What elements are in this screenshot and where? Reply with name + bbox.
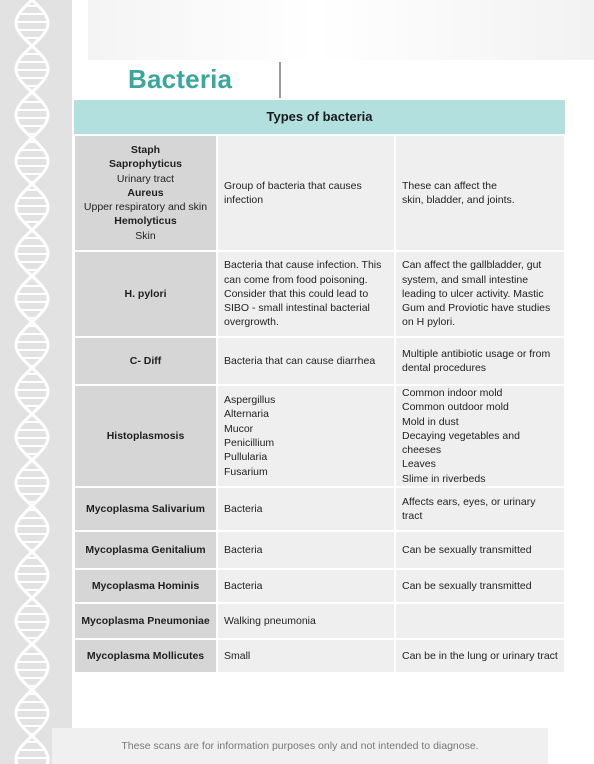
description-line: Fusarium (224, 465, 268, 478)
table-row (74, 135, 565, 251)
effects-line: Mold in dust (402, 415, 459, 428)
row-effects (395, 135, 565, 251)
effects-line: Leaves (402, 458, 436, 471)
description-line: Penicillium (224, 437, 275, 450)
row-effects (395, 385, 565, 487)
row-description: Walking pneumonia (217, 603, 395, 639)
description-line: Pullularia (224, 451, 268, 464)
row-name-mycoplasma: Mycoplasma Salivarium (74, 487, 217, 531)
row-description: Bacteria (217, 487, 395, 531)
row-effects: Affects ears, eyes, or urinary tract (395, 487, 565, 531)
row-description: Small (217, 639, 395, 673)
effects-line: Common outdoor mold (402, 401, 509, 414)
staph-line: Hemolyticus (114, 215, 177, 228)
staph-line: Skin (135, 229, 156, 242)
row-name-mycoplasma: Mycoplasma Mollicutes (74, 639, 217, 673)
table-row (74, 531, 565, 569)
table-row (74, 639, 565, 673)
row-description: Bacteria (217, 569, 395, 603)
staph-line: Urinary tract (116, 172, 175, 185)
effects-line: Slime in riverbeds (402, 472, 486, 485)
row-name-mycoplasma: Mycoplasma Pneumoniae (74, 603, 217, 639)
staph-line: Staph (130, 143, 161, 156)
row-name-c-diff: C- Diff (74, 337, 217, 385)
row-effects: Can be sexually transmitted (395, 569, 565, 603)
page-title: Bacteria (128, 64, 233, 94)
effects-line: Decaying vegetables and cheeses (402, 429, 520, 457)
row-description: Bacteria that can cause diarrhea (217, 337, 395, 385)
table-row (74, 337, 565, 385)
table-header: Types of bacteria (74, 100, 565, 135)
row-name-mycoplasma: Mycoplasma Genitalium (74, 531, 217, 569)
description-line: Aspergillus (224, 394, 276, 407)
row-description: Bacteria (217, 531, 395, 569)
title-divider (279, 62, 281, 98)
table-row (74, 569, 565, 603)
row-effects: Multiple antibiotic usage or from dental procedures (395, 337, 565, 385)
effects-line: Common indoor mold (402, 387, 503, 399)
bacteria-table (73, 100, 566, 674)
row-name-staph (74, 135, 217, 251)
table-row (74, 603, 565, 639)
row-description: Bacteria that cause infection. This can come from food poisoning. Consider that this could lead to SIBO - small intestinal bacterial overgrowth. (217, 251, 395, 337)
row-effects: Can be in the lung or urinary tract (395, 639, 565, 673)
disclaimer-text: These scans are for information purposes only and not intended to diagnose. (121, 740, 479, 752)
row-name-h-pylori: H. pylori (74, 251, 217, 337)
row-effects: Can affect the gallbladder, gut system, and small intestine leading to ulcer activity. Mastic Gum and Proviotic have studies on H pylori. (395, 251, 565, 337)
row-description (217, 385, 395, 487)
row-name-mycoplasma: Mycoplasma Hominis (74, 569, 217, 603)
effects-line: These can affect the (402, 179, 497, 192)
row-name-histoplasmosis: Histoplasmosis (74, 385, 217, 487)
staph-line: Upper respiratory and skin (83, 201, 208, 214)
description-line: Mucor (224, 422, 254, 435)
row-description: Group of bacteria that causes infection (217, 135, 395, 251)
table-row (74, 385, 565, 487)
row-effects (395, 603, 565, 639)
description-line: Alternaria (224, 408, 269, 421)
staph-line: Aureus (127, 186, 164, 199)
row-effects: Can be sexually transmitted (395, 531, 565, 569)
header-band (88, 0, 594, 60)
table-row (74, 487, 565, 531)
table-row (74, 251, 565, 337)
staph-line: Saprophyticus (109, 158, 182, 171)
effects-line: skin, bladder, and joints. (402, 194, 515, 206)
